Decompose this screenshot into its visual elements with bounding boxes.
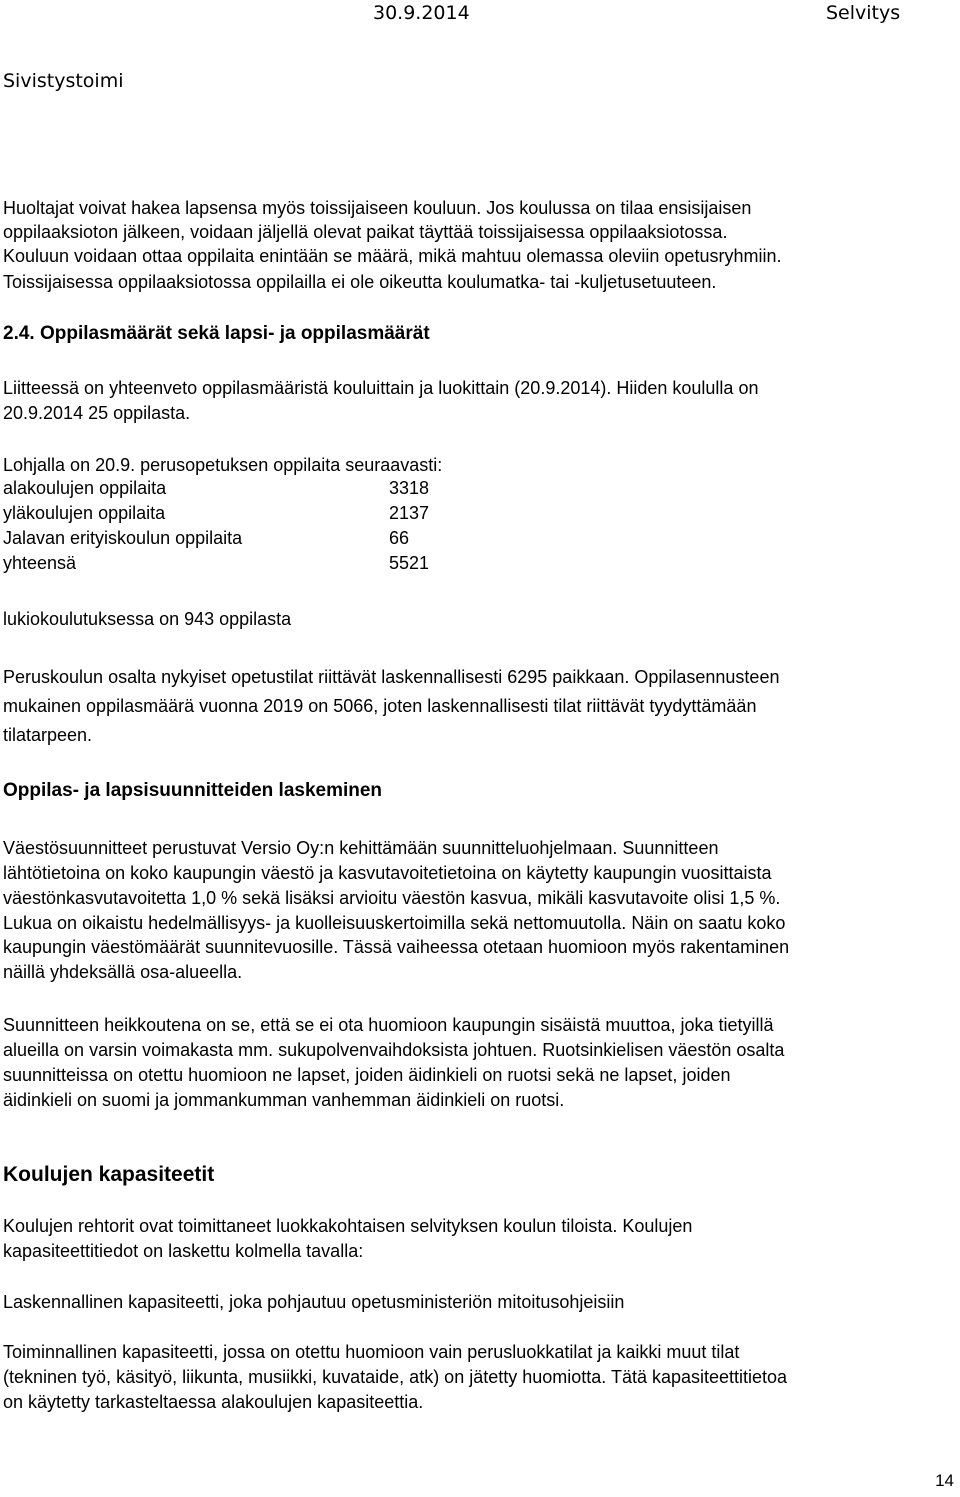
body-line: Liitteessä on yhteenveto oppilasmääristä kouluittain ja luokittain (20.9.2014). Hiiden koululla on	[3, 378, 759, 398]
stat-label: yläkoulujen oppilaita	[3, 503, 166, 523]
body-line: suunnitteissa on otettu huomioon ne lapset, joiden äidinkieli on ruotsi sekä ne lapset, joiden	[3, 1065, 731, 1085]
capacity-line: Peruskoulun osalta nykyiset opetustilat riittävät laskennallisesti 6295 paikkaan. Oppilasennusteen	[3, 667, 780, 687]
body-line: kaupungin väestömäärät suunnitevuosille. Tässä vaiheessa otetaan huomioon myös rakentaminen	[3, 937, 790, 957]
section-heading-kapasiteetit: Koulujen kapasiteetit	[3, 1163, 215, 1186]
stat-value: 5521	[389, 553, 430, 573]
capacity-line: mukainen oppilasmäärä vuonna 2019 on 5066, joten laskennallisesti tilat riittävät tyydyttämään	[3, 696, 757, 716]
body-line: Väestösuunnitteet perustuvat Versio Oy:n kehittämään suunnitteluohjelmaan. Suunnitteen	[3, 838, 719, 858]
body-line: 20.9.2014 25 oppilasta.	[3, 403, 191, 423]
stat-value: 66	[389, 528, 410, 548]
stat-value: 2137	[389, 503, 430, 523]
body-line: näillä yhdeksällä osa-alueella.	[3, 962, 243, 982]
lohja-intro: Lohjalla on 20.9. perusopetuksen oppilaita seuraavasti:	[3, 455, 443, 475]
capacity-line: tilatarpeen.	[3, 725, 93, 745]
header-doc-type: Selvitys	[826, 2, 901, 24]
intro-line: Toissijaisessa oppilaaksiotossa oppilailla ei ole oikeutta koulumatka- tai -kuljetusetuuteen.	[3, 272, 717, 292]
body-line: Toiminnallinen kapasiteetti, jossa on otettu huomioon vain perusluokkatilat ja kaikki muut tilat	[3, 1342, 740, 1362]
body-line: alueilla on varsin voimakasta mm. sukupolvenvaihdoksista johtuen. Ruotsinkielisen väestön osalta	[3, 1040, 785, 1060]
body-line: äidinkieli on suomi ja jommankumman vanhemman äidinkieli on ruotsi.	[3, 1090, 565, 1110]
body-line: on käytetty tarkasteltaessa alakoulujen kapasiteettia.	[3, 1392, 424, 1412]
stat-label: Jalavan erityiskoulun oppilaita	[3, 528, 243, 548]
body-line: lähtötietoina on koko kaupungin väestö ja kasvutavoitetietoina on käytetty kaupungin vuosittaista	[3, 863, 772, 883]
body-line: Koulujen rehtorit ovat toimittaneet luokkakohtaisen selvityksen koulun tiloista. Koulujen	[3, 1216, 693, 1236]
body-line: (tekninen työ, käsityö, liikunta, musiikki, kuvataide, atk) on jätetty huomiotta. Tätä kapasiteettitietoa	[3, 1367, 788, 1387]
intro-line: Kouluun voidaan ottaa oppilaita enintään se määrä, mikä mahtuu olemassa oleviin opetusryhmiin.	[3, 246, 782, 266]
body-line: kapasiteettitiedot on laskettu kolmella tavalla:	[3, 1241, 364, 1261]
body-line: Suunnitteen heikkoutena on se, että se ei ota huomioon kaupungin sisäistä muuttoa, joka tietyillä	[3, 1015, 774, 1035]
lukio-line: lukiokoulutuksessa on 943 oppilasta	[3, 609, 292, 629]
intro-line: Huoltajat voivat hakea lapsensa myös toissijaiseen kouluun. Jos koulussa on tilaa ensisijaisen	[3, 198, 752, 218]
intro-line: oppilaaksioton jälkeen, voidaan jäljellä olevat paikat täyttää toissijaisessa oppilaaksiotossa.	[3, 222, 728, 242]
laskennallinen-line: Laskennallinen kapasiteetti, joka pohjautuu opetusministeriön mitoitusohjeisiin	[3, 1292, 625, 1312]
header-date: 30.9.2014	[373, 2, 470, 24]
stat-label: alakoulujen oppilaita	[3, 478, 167, 498]
body-line: väestönkasvutavoitetta 1,0 % sekä lisäksi arvioitu väestön kasvua, mikäli kasvutavoite olisi 1,5 %.	[3, 888, 781, 908]
header-department: Sivistystoimi	[3, 70, 124, 92]
section-heading-oppilasmaarat: 2.4. Oppilasmäärät sekä lapsi- ja oppilasmäärät	[3, 323, 430, 344]
stat-value: 3318	[389, 478, 430, 498]
page-number: 14	[935, 1471, 954, 1490]
stat-label: yhteensä	[3, 553, 77, 573]
body-line: Lukua on oikaistu hedelmällisyys- ja kuolleisuuskertoimilla sekä nettomuutolla. Näin on saatu koko	[3, 913, 786, 933]
section-heading-suunnitteet: Oppilas- ja lapsisuunnitteiden laskeminen	[3, 780, 383, 801]
